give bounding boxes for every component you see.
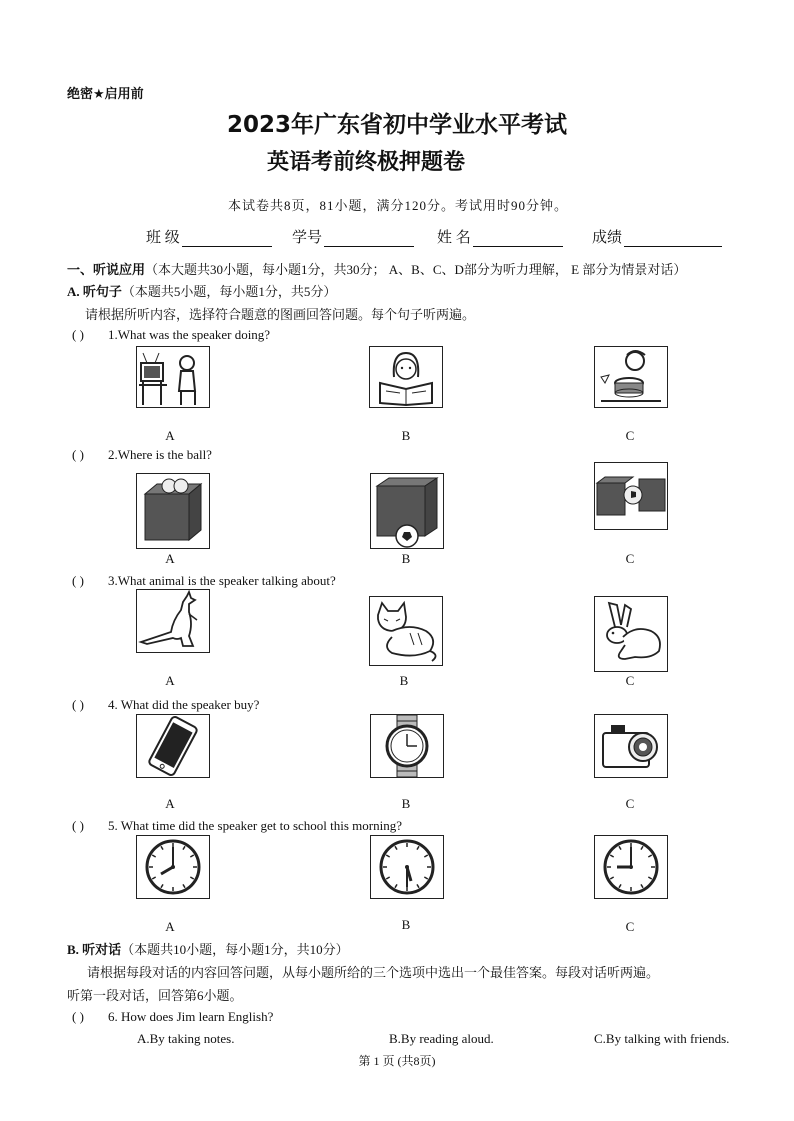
- question-text: 4. What did the speaker buy?: [108, 697, 260, 712]
- option-image-boy-cake[interactable]: [594, 346, 668, 408]
- option-image-girl-reading[interactable]: [369, 346, 443, 408]
- answer-blank[interactable]: ( ): [72, 697, 84, 712]
- option-label-b: B: [401, 428, 411, 443]
- name-field: [437, 226, 563, 247]
- option-image-cat[interactable]: [369, 596, 443, 666]
- option-image-box-ball-on[interactable]: [136, 473, 210, 549]
- question-text: 1.What was the speaker doing?: [108, 327, 271, 342]
- option-label-a: A: [165, 551, 175, 566]
- answer-blank[interactable]: ( ): [72, 1009, 84, 1024]
- question-text: 6. How does Jim learn English?: [108, 1009, 274, 1024]
- answer-blank[interactable]: ( ): [72, 327, 84, 342]
- class-label: 班 级: [146, 230, 180, 246]
- option-label-a: A: [165, 428, 175, 443]
- option-image-box-ball-front[interactable]: [370, 473, 444, 549]
- exam-title: 2023年广东省初中学业水平考试: [226, 112, 567, 138]
- section-1-header: [67, 259, 686, 278]
- option-label-c: C: [625, 673, 635, 688]
- option-image-tv-watching[interactable]: [136, 346, 210, 408]
- page-footer: 第 1 页 (共8页): [358, 1054, 436, 1068]
- option-image-clock-630[interactable]: [370, 835, 444, 899]
- option-image-rabbit[interactable]: [594, 596, 668, 672]
- section-b-subinstruction: 听第一段对话，回答第6小题。: [67, 988, 243, 1003]
- q6-option-c[interactable]: C.By talking with friends.: [594, 1031, 730, 1046]
- section-a-note: （本题共5小题，每小题1分，共5分）: [121, 284, 337, 299]
- score-field: [592, 226, 722, 247]
- question-1: [72, 327, 270, 343]
- question-text: 2.Where is the ball?: [108, 447, 212, 462]
- option-label-c: C: [625, 428, 635, 443]
- option-image-clock-8[interactable]: [136, 835, 210, 899]
- question-text: 5. What time did the speaker get to school this morning?: [108, 818, 403, 833]
- class-field: [146, 226, 272, 247]
- section-b-header: [67, 939, 349, 958]
- option-label-b: B: [401, 551, 411, 566]
- class-blank[interactable]: [182, 232, 272, 247]
- answer-blank[interactable]: ( ): [72, 573, 84, 588]
- option-label-c: C: [625, 919, 635, 934]
- option-label-b: B: [401, 796, 411, 811]
- section-a-instruction: 请根据所听内容，选择符合题意的图画回答问题。每个句子听两遍。: [85, 307, 476, 322]
- q6-option-a[interactable]: A.By taking notes.: [137, 1031, 235, 1046]
- confidential-mark: 绝密★启用前: [67, 87, 144, 102]
- name-label: 姓 名: [437, 230, 471, 246]
- score-label: 成绩: [592, 230, 623, 246]
- exam-subtitle: 英语考前终极押题卷: [267, 150, 466, 175]
- option-image-camera[interactable]: [594, 714, 668, 778]
- section-b-instruction: 请根据每段对话的内容回答问题，从每小题所给的三个选项中选出一个最佳答案。每段对话听两遍。: [87, 965, 660, 980]
- option-image-clock-9[interactable]: [594, 835, 668, 899]
- question-3: [72, 573, 336, 589]
- option-label-a: A: [165, 673, 175, 688]
- q6-option-b[interactable]: B.By reading aloud.: [389, 1031, 494, 1046]
- exam-info: 本试卷共8页，81小题，满分120分。考试用时90分钟。: [228, 198, 569, 213]
- question-4: [72, 697, 259, 713]
- question-2: [72, 447, 212, 463]
- option-image-boxes-ball-between[interactable]: [594, 462, 668, 530]
- option-image-watch[interactable]: [370, 714, 444, 778]
- section-1-heading: 一、听说应用: [67, 262, 146, 277]
- question-text: 3.What animal is the speaker talking about?: [108, 573, 336, 588]
- option-label-b: B: [399, 673, 409, 688]
- option-image-phone[interactable]: [136, 714, 210, 778]
- option-label-b: B: [401, 917, 411, 932]
- option-image-kangaroo[interactable]: [136, 589, 210, 653]
- option-label-c: C: [625, 551, 635, 566]
- section-a-heading: A. 听句子: [67, 284, 122, 299]
- option-label-c: C: [625, 796, 635, 811]
- number-field: [292, 226, 414, 247]
- question-6: [72, 1009, 273, 1025]
- answer-blank[interactable]: ( ): [72, 818, 84, 833]
- section-1-note: （本大题共30小题，每小题1分，共30分； A、B、C、D部分为听力理解， E 部分为情景对话）: [145, 262, 687, 277]
- name-blank[interactable]: [473, 232, 563, 247]
- score-blank[interactable]: [624, 232, 722, 247]
- number-blank[interactable]: [324, 232, 414, 247]
- option-label-a: A: [165, 919, 175, 934]
- number-label: 学号: [292, 230, 323, 246]
- section-a-header: [67, 281, 336, 300]
- section-b-heading: B. 听对话: [67, 942, 122, 957]
- option-label-a: A: [165, 796, 175, 811]
- section-b-note: （本题共10小题，每小题1分，共10分）: [121, 942, 349, 957]
- answer-blank[interactable]: ( ): [72, 447, 84, 462]
- question-5: [72, 818, 402, 834]
